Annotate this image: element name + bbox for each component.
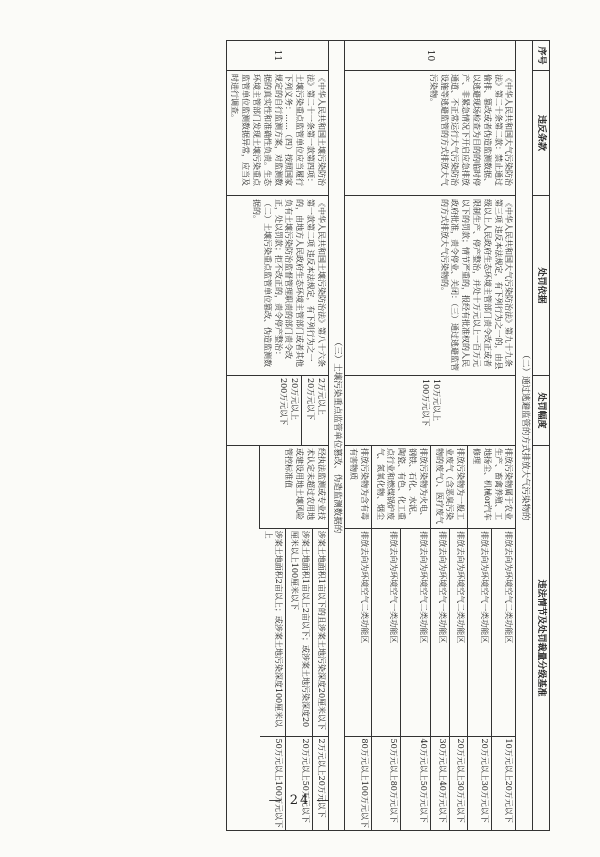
penalty-max: 200万元以下 — [279, 378, 289, 426]
penalty-max: 100万元以下 — [421, 379, 431, 427]
discharge-area: 排放去向为环境空气一类功能区 — [371, 529, 401, 736]
header-no: 序号 — [532, 41, 549, 71]
discharge-area: 排放去向为环境空气二类功能区 — [345, 529, 371, 736]
penalty-range — [226, 376, 328, 446]
condition: 排放污染物属于农业生产、畜禽养殖、工地扬尘、机械or汽车修理 — [468, 446, 516, 529]
header-basis: 处罚依据 — [532, 196, 549, 376]
penalty-basis: 《中华人民共和国大气污染防治法》第九十九条第三项 违反本法规定，有下列行为之一的，由县级以上人民政府生态环境主管部门责令改正或者限制生产、停产整治，并处十万元以上一百万元以下的罚款；情节严重的，报经有批准权的人民政府批准，责令停业、关闭：（三）通过逃避监管的方式排放大气污染物的。 — [345, 196, 516, 376]
benchmark-subtable — [345, 446, 515, 830]
fine-amount: 10万元以上20万元以下 — [492, 736, 515, 830]
header-benchmark: 违法情节及处罚裁量分级基准 — [532, 446, 549, 831]
discharge-area: 排放去向为环境空气一类功能区 — [430, 529, 449, 736]
benchmark-row — [345, 446, 371, 830]
discharge-area: 排放去向为环境空气二类功能区 — [449, 529, 468, 736]
fine-amount: 80万元以上100万元以下 — [359, 738, 369, 828]
fine-amount: 50万元以上80万元以下 — [371, 736, 401, 830]
row-number: 10 — [345, 41, 516, 71]
fine-amount: 20万元以上50万元以下 — [286, 736, 313, 830]
penalty-row — [302, 376, 328, 445]
discharge-area: 排放去向为环境空气一类功能区 — [468, 529, 492, 736]
land-scope: 涉案土地面积1亩以上2亩以下；或涉案土地污染深度20厘米以上100厘米以下 — [286, 528, 313, 736]
fine-amount: 20万元以上30万元以下 — [468, 736, 492, 830]
penalty-max: 20万元以下 — [305, 378, 315, 421]
benchmark-row — [492, 446, 515, 830]
page-number: — 24 — — [268, 793, 332, 808]
condition: 排放污染物为含有毒有害物质 — [345, 446, 371, 529]
penalty-basis: 《中华人民共和国土壤污染防治法》第八十六条第一款第二项 违反本法规定，有下列行为之一的，由地方人民政府生态环境主管部门或者其他负有土壤污染防治监督管理职责的部门责令改正，处以罚款；拒不改正的，责令停产整治：（二）土壤污染重点监管单位篡改、伪造监测数据的。 — [226, 196, 328, 376]
header-clause: 违反条款 — [532, 71, 549, 196]
benchmark-row — [401, 446, 430, 830]
penalty-subtable — [276, 376, 328, 445]
penalty-row — [276, 376, 302, 445]
penalty-min: 10万元以上 — [432, 379, 442, 422]
land-scope: 涉案土地面积1亩以下的且涉案土地污染深度20厘米以下 — [312, 528, 327, 736]
fine-amount: 30万元以上40万元以下 — [430, 736, 449, 830]
penalty-a — [302, 376, 328, 445]
fine-amount: 20万元以上30万元以下 — [449, 736, 468, 830]
violation-clause: 《中华人民共和国土壤污染防治法》第二十一条第一款第四项：土壤污染重点监管单位应当履行下列义务：……（四）按照国家规定的自行监测方案，对监测数据的真实性和准确性负责。生态环境主管部门发现土壤污染重点监管单位监测数据异常，应当及时进行调查。 — [226, 71, 328, 196]
benchmark-cell — [226, 446, 328, 831]
row-number: 11 — [226, 41, 328, 71]
land-scope: 涉案土地面积2亩以上；或涉案土地污染深度100厘米以上 — [260, 528, 286, 736]
condition: 经执法监测或专业技术认定未超过农用地或建设用地土壤风险管控标准值 — [260, 446, 328, 528]
penalty-min: 20万元以上 — [290, 378, 300, 421]
condition: 排放污染物为火电、钢铁、石化、水泥、陶瓷、有色、化工重点行业和燃煤锅炉废气、氮氧化物、烟尘 — [371, 446, 430, 529]
benchmark-cell — [345, 446, 516, 831]
discharge-area: 排放去向为环境空气二类功能区 — [401, 529, 430, 736]
header-penalty: 处罚幅度 — [532, 376, 549, 446]
penalty-min: 2万元以上 — [316, 378, 326, 416]
table-row-10 — [345, 41, 516, 831]
benchmark-row — [312, 446, 327, 830]
penalty-b — [276, 376, 302, 445]
section-row — [516, 41, 532, 831]
violation-clause: 《中华人民共和国大气污染防治法》第二十条第二款：禁止通过偷排、篡改或者伪造监测数据、以逃避现场检查为目的的临时停产、非紧急情况下开启应急排放通道、不正常运行大气污染防治设施等逃避监管的方式排放大气污染物。 — [345, 71, 516, 196]
section-row — [328, 41, 344, 831]
discharge-area: 排放去向为环境空气二类功能区 — [492, 529, 515, 736]
section-title: （三）土壤污染重点监管单位篡改、伪造监测数据的 — [328, 41, 344, 831]
benchmark-row — [449, 446, 468, 830]
benchmark-subtable — [259, 446, 327, 830]
table-row-11 — [226, 41, 328, 831]
header-row — [532, 41, 549, 831]
fine-amount: 40万元以上50万元以下 — [401, 736, 430, 830]
rotated-table-frame — [45, 40, 550, 830]
penalty-table — [226, 40, 550, 831]
fine-amount: 2万元以上20万元以下 — [312, 736, 327, 830]
condition: 排放污染物为一般工业废气（含恶臭污染物的废气）、医疗废气 — [430, 446, 467, 529]
section-title: （二）通过逃避监管的方式排放大气污染物的 — [516, 41, 532, 831]
penalty-range — [345, 376, 516, 446]
fine-amount: 50万元以上100万元以下 — [274, 738, 284, 828]
